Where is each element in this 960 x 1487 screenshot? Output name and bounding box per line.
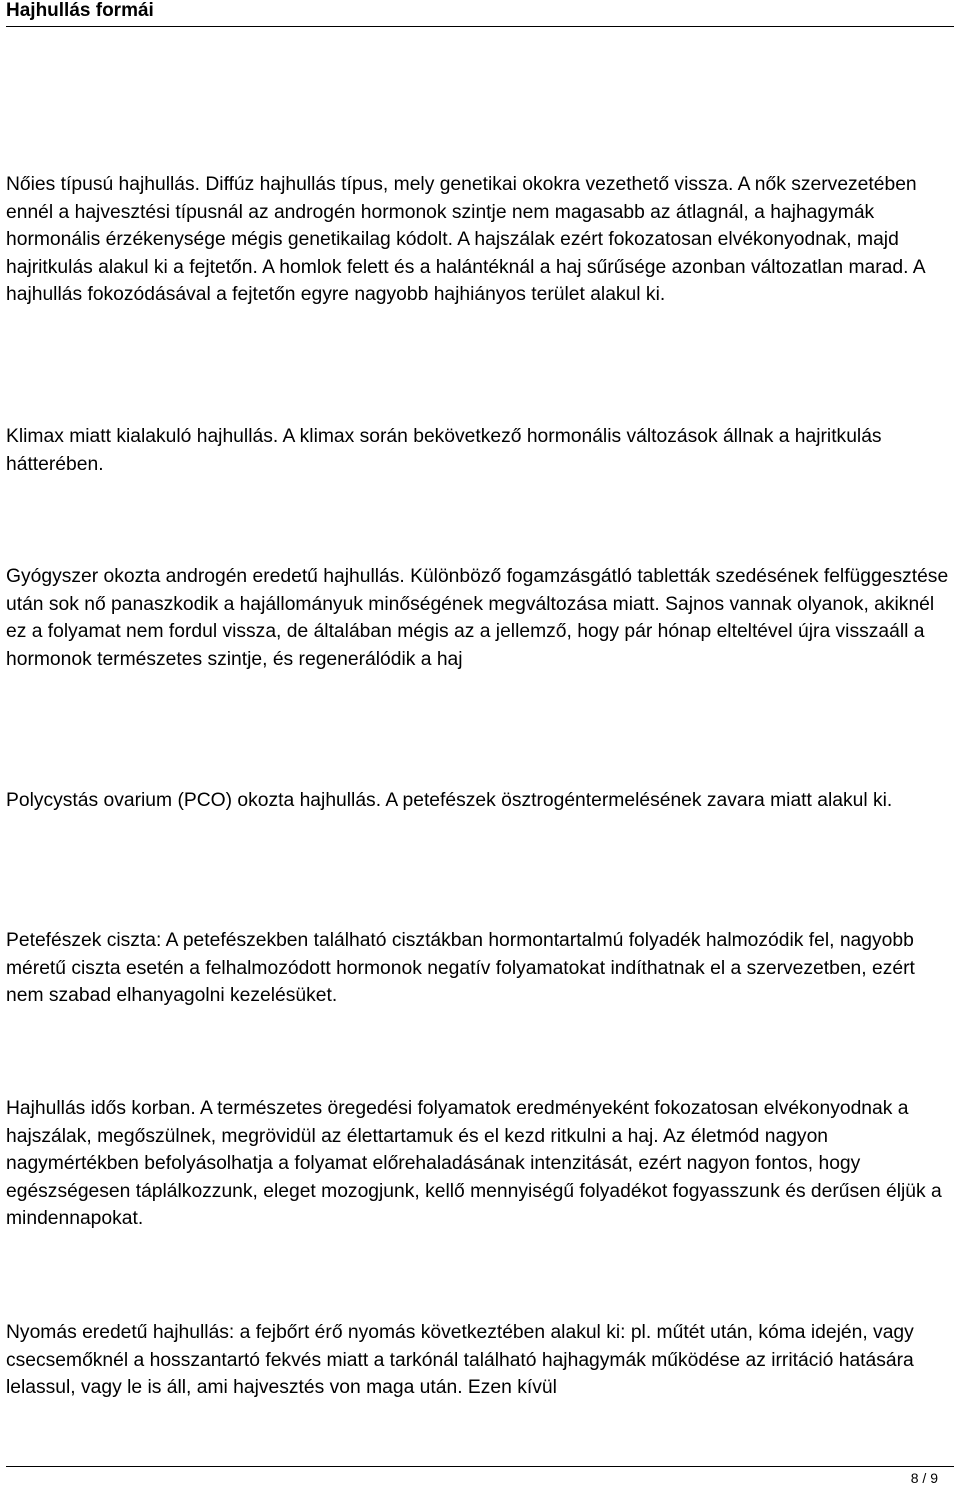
paragraph-old-age: Hajhullás idős korban. A természetes öregedési folyamatok eredményeként fokozatosan elvékonyodnak a hajszálak, megőszülnek, megrövidül az élettartamuk és el kezd ritkulni a haj. Az életmód nagyon nagymértékben befolyásolhatja a folyamat előrehaladásának intenzitását, ezért nagyon fontos, hogy egészségesen táplálkozzunk, eleget mozogjunk, kellő mennyiségű folyadékot fogyasszunk és derűsen éljük a mindennapokat. (6, 1098, 942, 1230)
page-number: 8 / 9 (910, 1470, 938, 1486)
paragraph-medication: Gyógyszer okozta androgén eredetű hajhullás. Különböző fogamzásgátló tabletták szedésének felfüggesztése után sok nő panaszkodik a hajállományuk minőségének megváltozása miatt. Sajnos vannak olyanok, akiknél ez a folyamat nem fordul vissza, de általában mégis az a jellemző, hogy pár hónap elteltével újra visszaáll a hormonok természetes szintje, és regenerálódik a haj (6, 566, 949, 670)
paragraph-ovarian-cyst: Petefészek ciszta: A petefészekben található cisztákban hormontartalmú folyadék halmozódik fel, nagyobb méretű ciszta esetén a felhalmozódott hormonok negatív folyamatokat indíthatnak el a szervezetben, ezért nem szabad elhanyagolni kezelésüket. (6, 930, 915, 1007)
page-title: Hajhullás formái (6, 0, 154, 21)
paragraph-female-pattern: Nőies típusú hajhullás. Diffúz hajhullás típus, mely genetikai okokra vezethető vissza. A nők szervezetében ennél a hajvesztési típusnál az androgén hormonok szintje nem magasabb az átlagnál, a hajhagymák hormonális érzékenysége mégis genetikailag kódolt. A hajszálak ezért fokozatosan elvékonyodnak, majd hajritkulás alakul ki a fejtetőn. A homlok felett és a halántéknál a haj sűrűsége azonban változatlan marad. A hajhullás fokozódásával a fejtetőn egyre nagyobb hajhiányos terület alakul ki. (6, 174, 925, 306)
paragraph-pressure: Nyomás eredetű hajhullás: a fejbőrt érő nyomás következtében alakul ki: pl. műtét után, kóma idején, vagy csecsemőknél a hosszantartó fekvés miatt a tarkónál található hajhagymák működése az irritáció hatására lelassul, vagy le is áll, ami hajvesztés von maga után. Ezen kívül (6, 1322, 914, 1399)
paragraph-menopause: Klimax miatt kialakuló hajhullás. A klimax során bekövetkező hormonális változások állnak a hajritkulás hátterében. (6, 426, 882, 475)
footer-divider (6, 1466, 954, 1467)
header-divider (6, 26, 954, 27)
paragraph-pco: Polycystás ovarium (PCO) okozta hajhullás. A petefészek ösztrogéntermelésének zavara miatt alakul ki. (6, 790, 893, 811)
